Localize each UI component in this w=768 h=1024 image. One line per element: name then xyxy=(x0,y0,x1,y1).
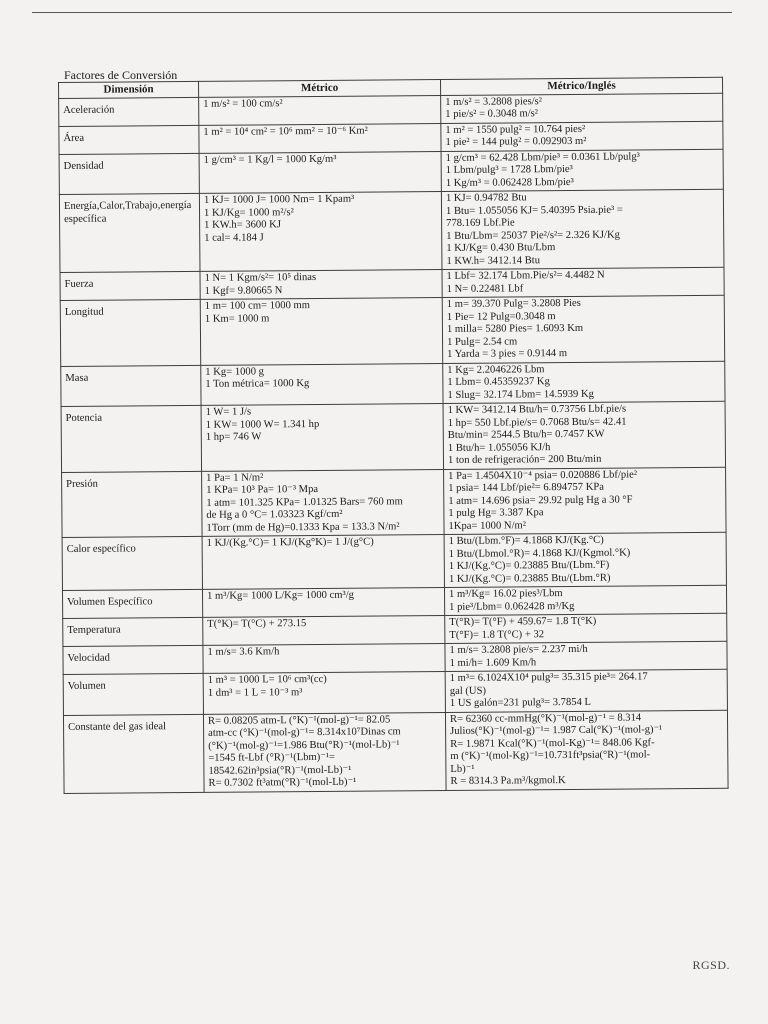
signature: RGSD. xyxy=(692,958,730,972)
metric-line: R= 0.08205 atm-L (°K)⁻¹(mol-g)⁻¹= 82.05 xyxy=(207,714,391,727)
dimension-label: Aceleración xyxy=(63,104,115,116)
metric-line: atm-cc (°K)⁻¹(mol-g)⁻¹= 8.314x10⁷Dinas cm xyxy=(208,726,401,740)
dimension-cell xyxy=(63,618,203,647)
english-line: 1 KJ= 0.94782 Btu xyxy=(445,192,527,205)
metric-cell xyxy=(199,123,441,153)
dimension-label: Masa xyxy=(65,372,89,384)
english-line: 1 KJ/Kg= 0.430 Btu/Lbm xyxy=(446,242,556,255)
metric-line: =1545 ft-Lbf (°R)⁻¹(Lbm)⁻¹= xyxy=(208,752,336,765)
metric-line: 1 atm= 101.325 KPa= 1.01325 Bars= 760 mm xyxy=(206,496,403,509)
dimension-cell xyxy=(63,646,203,675)
english-line: m (°K)⁻¹(mol-Kg)⁻¹=10.731ft³psia(°R)⁻¹(mol- xyxy=(450,749,651,763)
english-line: 1 m/s² = 3.2808 pies/s² xyxy=(445,96,543,108)
dimension-cell xyxy=(59,125,199,154)
header-dimension: Dimensión xyxy=(59,81,199,98)
dimension-cell xyxy=(62,590,202,619)
dimension-label: Potencia xyxy=(65,413,103,425)
english-line: 1 Pa= 1.4504X10⁻⁴ psia= 0.020886 Lbf/pie² xyxy=(448,469,638,482)
metric-line: 1 Ton métrica= 1000 Kg xyxy=(205,378,310,391)
dimension-cell xyxy=(60,272,200,301)
dimension-cell xyxy=(63,714,204,793)
english-line: 1Kpa= 1000 N/m² xyxy=(448,520,526,532)
english-cell xyxy=(442,268,724,298)
dimension-cell xyxy=(62,537,202,591)
english-line: 1 N= 0.22481 Lbf xyxy=(446,283,524,295)
metric-cell xyxy=(202,535,444,590)
metric-cell xyxy=(203,672,445,714)
english-cell xyxy=(444,586,726,616)
dimension-label: Constante del gas ideal xyxy=(68,721,167,733)
dimension-label: Longitud xyxy=(64,307,104,319)
english-line: gal (US) xyxy=(449,685,487,697)
metric-line: 1 hp= 746 W xyxy=(205,431,262,444)
metric-cell xyxy=(202,469,445,536)
table-row xyxy=(62,467,726,538)
english-line: 1 m= 39.370 Pulg= 3.2808 Pies xyxy=(446,298,581,311)
table-row xyxy=(63,670,727,716)
english-cell xyxy=(443,361,725,404)
metric-line: 1 Kgf= 9.80665 N xyxy=(204,285,283,297)
english-line: 1 KW= 3412.14 Btu/h= 0.73756 Lbf.pie/s xyxy=(447,404,627,417)
metric-line: 1 m² = 10⁴ cm² = 10⁶ mm² = 10⁻⁶ Km² xyxy=(203,125,368,138)
metric-line: 1 N= 1 Kgm/s²= 10⁵ dinas xyxy=(204,272,317,285)
dimension-label: Temperatura xyxy=(67,624,121,637)
table-row xyxy=(61,361,725,407)
english-line: 1 Lbm/pulg³ = 1728 Lbm/pie³ xyxy=(445,164,573,177)
metric-line: 1 KJ/Kg= 1000 m²/s² xyxy=(203,207,294,219)
english-line: Lb)⁻¹ xyxy=(450,763,475,775)
metric-line: de Hg a 0 °C= 1.03323 Kgf/cm² xyxy=(206,509,343,522)
dimension-label: Área xyxy=(63,132,85,144)
table-row xyxy=(59,190,724,273)
english-cell xyxy=(445,642,727,672)
dimension-cell xyxy=(59,153,199,195)
metric-line: R= 0.7302 ft³atm(°R)⁻¹(mol-Lb)⁻¹ xyxy=(208,777,357,790)
dimension-label: Energía,Calor,Trabajo,energía específica xyxy=(63,200,192,225)
english-line: 1 g/cm³ = 62.428 Lbm/pie³ = 0.0361 Lb/pulg³ xyxy=(445,151,640,164)
metric-cell xyxy=(201,404,444,471)
english-cell xyxy=(443,402,726,470)
metric-line: 1 KJ= 1000 J= 1000 Nm= 1 Kpam³ xyxy=(203,194,355,207)
english-line: 1 mi/h= 1.609 Km/h xyxy=(449,657,537,669)
english-line: 1 Btu/(Lbm.°F)= 4.1868 KJ/(Kg.°C) xyxy=(448,535,604,548)
english-cell xyxy=(445,614,727,644)
table-row xyxy=(60,296,724,367)
english-cell xyxy=(441,190,724,270)
table-row xyxy=(62,533,726,591)
metric-line: 1 m³ = 1000 L= 10⁶ cm³(cc) xyxy=(207,674,327,687)
english-line: 1 Pulg= 2.54 cm xyxy=(447,336,518,348)
english-cell xyxy=(441,149,723,192)
english-line: 1 milla= 5280 Pies= 1.6093 Km xyxy=(446,323,584,336)
english-line: 1 m³/Kg= 16.02 pies³/Lbm xyxy=(448,588,563,601)
metric-cell xyxy=(199,95,441,125)
metric-line: 1 W= 1 J/s xyxy=(205,406,252,419)
english-line: 1 Lbf= 32.174 Lbm.Pie/s²= 4.4482 N xyxy=(446,270,605,283)
english-line: 1 Btu/h= 1.055056 KJ/h xyxy=(447,442,551,454)
metric-line: (°K)⁻¹(mol-g)⁻¹=1.986 Btu(°R)⁻¹(mol-Lb)⁻¹ xyxy=(208,739,400,752)
english-line: 1 KJ/(Kg.°C)= 0.23885 Btu/(Lbm.°F) xyxy=(448,560,610,573)
english-cell xyxy=(442,296,725,364)
metric-cell xyxy=(203,712,446,792)
table-row xyxy=(61,402,725,473)
dimension-label: Calor específico xyxy=(66,543,136,556)
metric-line: 1 Pa= 1 N/m² xyxy=(206,472,264,484)
metric-line: 1 cal= 4.184 J xyxy=(204,232,264,244)
metric-cell xyxy=(200,270,442,300)
english-line: 1 ton de refrigeración= 200 Btu/min xyxy=(447,454,602,467)
dimension-cell xyxy=(59,194,200,273)
dimension-label: Densidad xyxy=(63,160,104,172)
english-line: 1 Btu= 1.055056 KJ= 5.40395 Psia.pie³ = xyxy=(445,204,623,217)
english-line: 1 US galón=231 pulg³= 3.7854 L xyxy=(449,697,592,710)
metric-cell xyxy=(201,363,443,405)
header-metric-english: Métrico/Inglés xyxy=(440,77,722,95)
dimension-cell xyxy=(61,406,202,473)
english-line: 1 Lbm= 0.45359237 Kg xyxy=(447,376,550,389)
metric-cell xyxy=(199,151,441,193)
header-metric: Métrico xyxy=(198,79,440,97)
metric-line: 1 dm³ = 1 L = 10⁻³ m³ xyxy=(207,687,303,699)
metric-cell xyxy=(203,616,445,646)
dimension-label: Presión xyxy=(66,478,98,490)
metric-line: 1 KJ/(Kg.°C)= 1 KJ/(Kg°K)= 1 J/(g°C) xyxy=(206,537,374,550)
english-line: T(°R)= T(°F) + 459.67= 1.8 T(°K) xyxy=(449,616,597,629)
metric-line: 1Torr (mm de Hg)=0.1333 Kpa = 133.3 N/m² xyxy=(206,521,400,534)
english-line: T(°F)= 1.8 T(°C) + 32 xyxy=(449,629,545,641)
english-line: 1 atm= 14.696 psia= 29.92 pulg Hg a 30 °F xyxy=(448,494,633,507)
metric-cell xyxy=(199,192,442,272)
dimension-label: Volumen xyxy=(67,681,106,693)
english-line: Julios(°K)⁻¹(mol-g)⁻¹= 1.987 Cal(°K)⁻¹(mol-g)⁻¹ xyxy=(450,724,663,738)
metric-line: 1 m/s= 3.6 Km/h xyxy=(207,646,280,659)
english-line: 1 Slug= 32.174 Lbm= 14.5939 Kg xyxy=(447,388,594,401)
english-line: 1 KJ/(Kg.°C)= 0.23885 Btu/(Lbm.°R) xyxy=(448,572,611,585)
english-line: 1 Btu/(Lbmol.°R)= 4.1868 KJ/(Kgmol.°K) xyxy=(448,547,631,560)
english-line: 1 Kg/m³ = 0.062428 Lbm/pie³ xyxy=(445,176,574,189)
dimension-label: Fuerza xyxy=(64,279,94,291)
metric-line: 1 m/s² = 100 cm/s² xyxy=(203,98,283,110)
english-line: 1 psia= 144 Lbf/pie²= 6.894757 KPa xyxy=(448,482,605,495)
english-line: 1 pulg Hg= 3.387 Kpa xyxy=(448,507,544,520)
dimension-label: Volumen Específico xyxy=(67,596,153,609)
metric-cell xyxy=(200,298,443,365)
metric-line: 1 m= 100 cm= 1000 mm xyxy=(204,300,311,313)
conversion-table xyxy=(58,77,729,794)
english-line: Btu/min= 2544.5 Btu/h= 0.7457 KW xyxy=(447,429,605,442)
english-line: 1 pie/s² = 0.3048 m/s² xyxy=(445,108,538,121)
metric-line: 1 m³/Kg= 1000 L/Kg= 1000 cm³/g xyxy=(207,590,354,603)
conversion-sheet xyxy=(58,77,728,794)
metric-line: 1 KPa= 10³ Pa= 10⁻³ Mpa xyxy=(206,484,319,497)
dimension-cell xyxy=(63,674,203,716)
english-line: 1 Yarda = 3 pies = 0.9144 m xyxy=(447,348,568,361)
metric-line: 1 KW= 1000 W= 1.341 hp xyxy=(205,418,320,431)
english-cell xyxy=(441,93,723,123)
english-cell xyxy=(441,121,723,151)
english-line: 1 m/s= 3.2808 pie/s= 2.237 mi/h xyxy=(449,644,588,657)
metric-line: T(°K)= T(°C) + 273.15 xyxy=(207,618,307,631)
english-line: 1 m² = 1550 pulg² = 10.764 pies² xyxy=(445,123,586,136)
dimension-cell xyxy=(61,365,201,407)
table-row xyxy=(63,710,728,793)
english-cell xyxy=(445,710,728,790)
table-row xyxy=(59,149,723,195)
metric-cell xyxy=(202,588,444,618)
english-line: 1 Btu/Lbm= 25037 Pie²/s²= 2.326 KJ/Kg xyxy=(446,229,620,242)
english-line: 1 Pie= 12 Pulg=0.3048 m xyxy=(446,311,556,323)
english-line: 1 hp= 550 Lbf.pie/s= 0.7068 Btu/s= 42.41 xyxy=(447,416,627,429)
english-line: R= 62360 cc-mmHg(°K)⁻¹(mol-g)⁻¹ = 8.314 xyxy=(449,712,642,725)
top-rule xyxy=(32,12,732,13)
english-line: R= 1.9871 Kcal(°K)⁻¹(mol-Kg)⁻¹= 848.06 Kgf- xyxy=(450,737,655,750)
dimension-cell xyxy=(62,471,203,538)
metric-line: 1 Kg= 1000 g xyxy=(205,366,264,378)
english-line: 1 KW.h= 3412.14 Btu xyxy=(446,255,541,267)
english-line: 778.169 Lbf.Pie xyxy=(446,217,515,230)
page-title: Factores de Conversión xyxy=(64,68,178,82)
metric-line: 1 Km= 1000 m xyxy=(204,313,270,325)
english-line: 1 pie³/Lbm= 0.062428 m³/Kg xyxy=(449,600,575,613)
english-cell xyxy=(445,670,727,713)
english-line: R = 8314.3 Pa.m³/kgmol.K xyxy=(450,775,566,788)
metric-line: 1 g/cm³ = 1 Kg/l = 1000 Kg/m³ xyxy=(203,153,337,166)
metric-cell xyxy=(203,644,445,674)
english-cell xyxy=(444,467,727,535)
dimension-cell xyxy=(59,97,199,126)
dimension-cell xyxy=(60,300,201,367)
dimension-label: Velocidad xyxy=(67,653,110,665)
english-cell xyxy=(444,533,726,588)
metric-line: 18542.62in³psia(°R)⁻¹(mol-Lb)⁻¹ xyxy=(208,764,352,777)
english-line: 1 pie² = 144 pulg² = 0.092903 m² xyxy=(445,136,587,149)
english-line: 1 Kg= 2.2046226 Lbm xyxy=(447,364,545,376)
english-line: 1 m³= 6.1024X10⁴ pulg³= 35.315 pie³= 264.17 xyxy=(449,671,648,685)
metric-line: 1 KW.h= 3600 KJ xyxy=(204,219,281,232)
